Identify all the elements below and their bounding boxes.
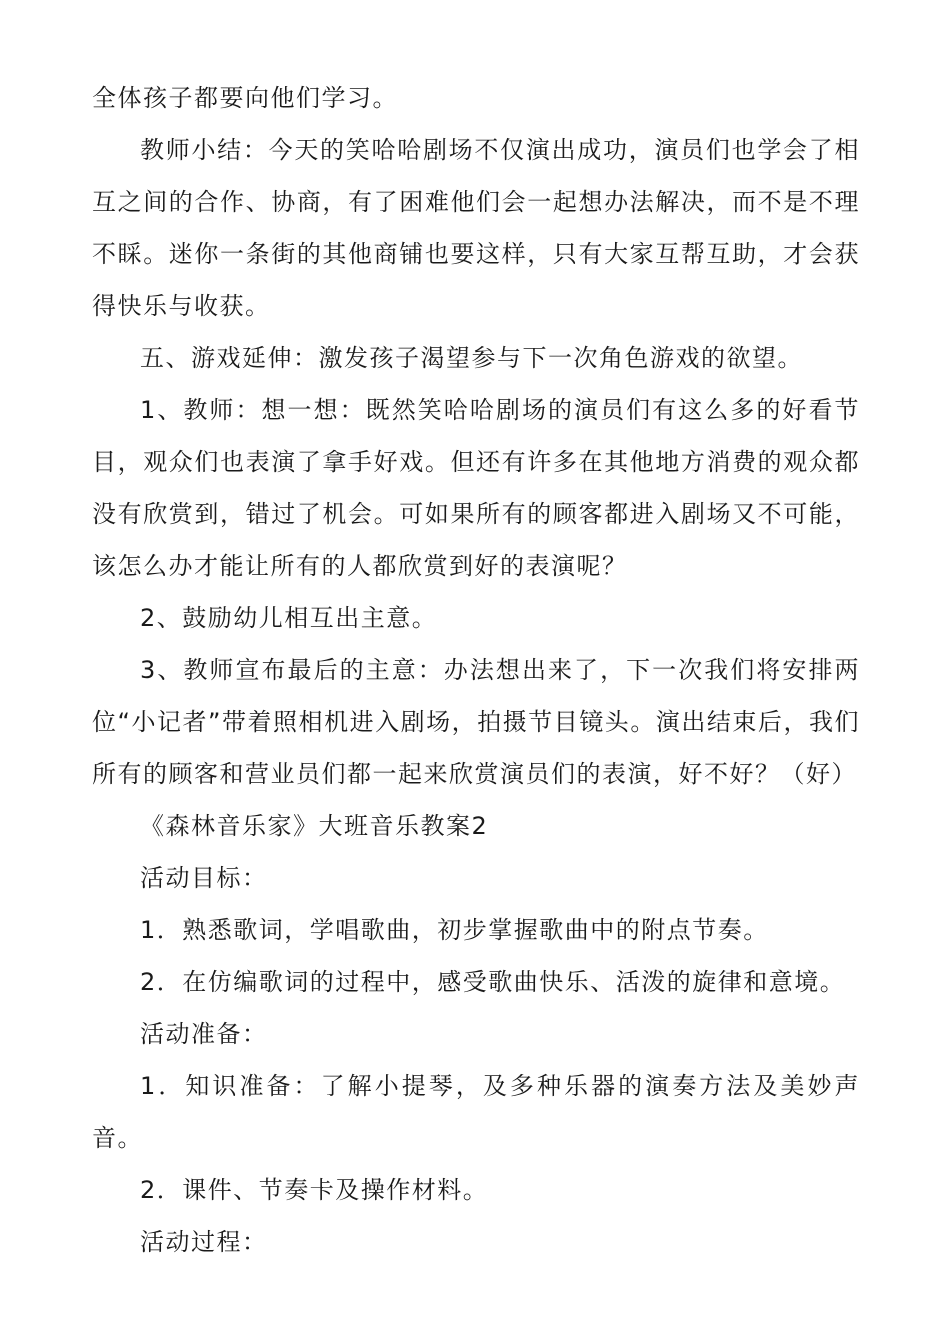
- paragraph-item-2: 2、鼓励幼儿相互出主意。: [140, 604, 438, 632]
- paragraph-continuation: 全体孩子都要向他们学习。: [92, 84, 398, 112]
- heading-activity-goals: 活动目标：: [140, 864, 268, 892]
- goal-item-1: 1．熟悉歌词，学唱歌曲，初步掌握歌曲中的附点节奏。: [140, 916, 769, 944]
- heading-activity-process: 活动过程：: [140, 1228, 268, 1256]
- heading-activity-preparation: 活动准备：: [140, 1020, 268, 1048]
- document-body: [92, 72, 860, 1268]
- lesson-plan-title: 《森林音乐家》大班音乐教案2: [140, 812, 489, 840]
- paragraph-teacher-summary: 教师小结：今天的笑哈哈剧场不仅演出成功，演员们也学会了相互之间的合作、协商，有了困难他们会一起想办法解决，而不是不理不睬。迷你一条街的其他商铺也要这样，只有大家互帮互助，才会获得快乐与收获。: [92, 136, 860, 320]
- paragraph-item-3: 3、教师宣布最后的主意：办法想出来了，下一次我们将安排两位“小记者”带着照相机进入剧场，拍摄节目镜头。演出结束后，我们所有的顾客和营业员们都一起来欣赏演员们的表演，好不好？（好）: [92, 656, 860, 788]
- section-heading-game-extension: 五、游戏延伸：激发孩子渴望参与下一次角色游戏的欲望。: [140, 344, 803, 372]
- goal-item-2: 2．在仿编歌词的过程中，感受歌曲快乐、活泼的旋律和意境。: [140, 968, 846, 996]
- preparation-item-2: 2．课件、节奏卡及操作材料。: [140, 1176, 489, 1204]
- preparation-item-1: 1．知识准备：了解小提琴，及多种乐器的演奏方法及美妙声音。: [92, 1072, 860, 1152]
- paragraph-item-1: 1、教师：想一想：既然笑哈哈剧场的演员们有这么多的好看节目，观众们也表演了拿手好戏。但还有许多在其他地方消费的观众都没有欣赏到，错过了机会。可如果所有的顾客都进入剧场又不可能，该怎么办才能让所有的人都欣赏到好的表演呢？: [92, 396, 860, 580]
